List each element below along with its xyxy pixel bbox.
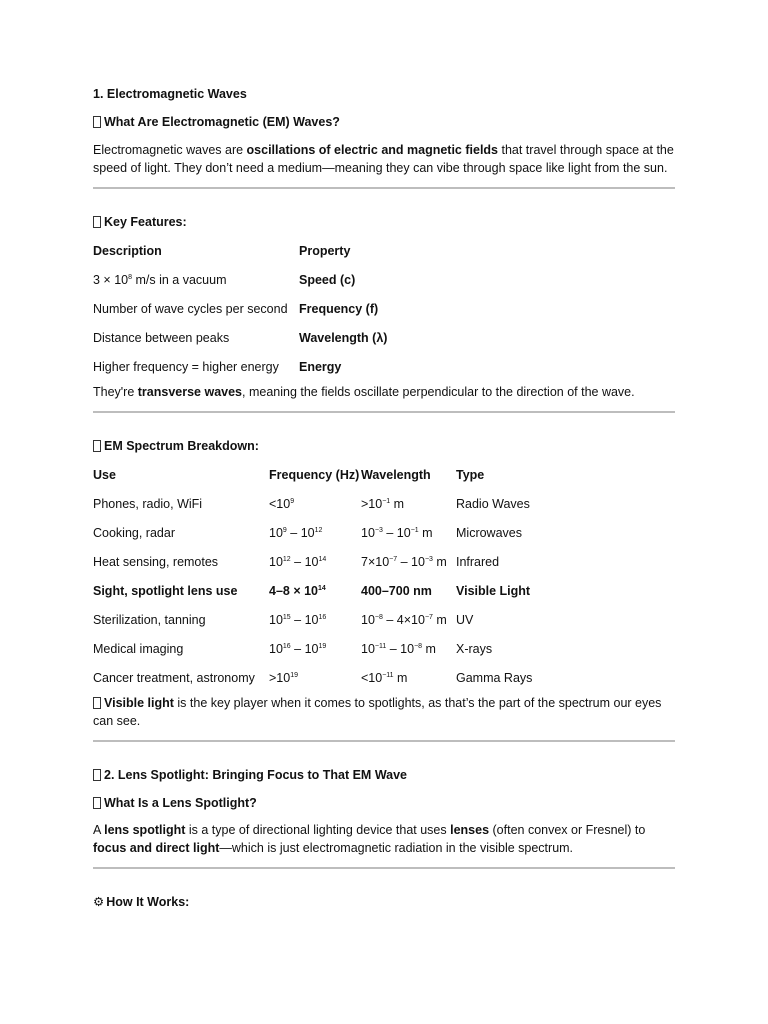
key-features-heading: Key Features: [93, 212, 675, 232]
table-cell: Higher frequency = higher energy [93, 359, 279, 374]
table-cell: Gamma Rays [456, 670, 533, 685]
table-row [93, 352, 387, 381]
table-cell: $3 \times 10^8$ m/s in a vacuum [93, 272, 227, 287]
em-waves-intro-paragraph: Electromagnetic waves are oscillations of electric and magnetic fields that travel through space at the speed of light. They don’t need a medium—meaning they can vibe through space like light from the sun. [93, 143, 674, 175]
table-header-cell: Type [456, 467, 485, 482]
table-cell: $4-8 \times 10^{14}$ [269, 583, 326, 598]
missing-glyph-icon [93, 769, 101, 781]
table-cell: $<10^9$ [269, 496, 295, 511]
table-row [93, 265, 387, 294]
table-cell: Frequency (f) [299, 301, 379, 316]
table-cell: Cancer treatment, astronomy [93, 670, 255, 685]
table-cell: $<10^{-11}$ m [361, 670, 408, 685]
table-row [93, 489, 532, 518]
table-cell: $7\times 10^{-7} - 10^{-3}$ m [361, 554, 447, 569]
table-cell: 400–700 nm [361, 583, 432, 598]
table-cell: $10^{-8} - 4\times 10^{-7}$ m [361, 612, 447, 627]
table-header-cell: Frequency (Hz) [269, 467, 360, 482]
table-cell: $10^{15} - 10^{16}$ [269, 612, 327, 627]
table-cell: $10^{16} - 10^{19}$ [269, 641, 327, 656]
table-row [93, 323, 387, 352]
lens-spotlight-intro-paragraph: A lens spotlight is a type of directional lighting device that uses lenses (often convex or Fresnel) to focus and direct light—which is just electromagnetic radiation in the visible spectrum. [93, 823, 646, 855]
table-cell: UV [456, 612, 474, 627]
transverse-waves-paragraph: They're transverse waves, meaning the fields oscillate perpendicular to the direction of the wave. [93, 385, 635, 399]
table-row [93, 576, 532, 605]
table-cell: Visible Light [456, 583, 531, 598]
table-header-row [93, 236, 387, 265]
table-row [93, 634, 532, 663]
table-header-row [93, 460, 532, 489]
table-cell: Cooking, radar [93, 525, 175, 540]
missing-glyph-icon [93, 797, 101, 809]
table-cell: Sight, spotlight lens use [93, 583, 238, 598]
table-cell: Distance between peaks [93, 330, 230, 345]
table-cell: $10^{-3} - 10^{-1}$ m [361, 525, 433, 540]
table-header-cell: Property [299, 243, 351, 258]
visible-light-note: Visible light is the key player when it comes to spotlights, as that’s the part of the spectrum our eyes can see. [93, 696, 662, 728]
table-cell: $10^{12} - 10^{14}$ [269, 554, 327, 569]
em-spectrum-table [93, 460, 532, 692]
table-header-cell: Use [93, 467, 116, 482]
key-features-table [93, 236, 387, 381]
table-row [93, 294, 387, 323]
table-cell: Sterilization, tanning [93, 612, 206, 627]
table-cell: Phones, radio, WiFi [93, 496, 203, 511]
missing-glyph-icon [93, 116, 101, 128]
table-cell: Radio Waves [456, 496, 530, 511]
table-header-cell: Wavelength [361, 467, 431, 482]
table-cell: Infrared [456, 554, 500, 569]
table-cell: $>10^{19}$ [269, 670, 299, 685]
what-are-em-waves-heading: What Are Electromagnetic (EM) Waves? [93, 112, 675, 132]
document-page [93, 84, 675, 912]
what-is-lens-spotlight-heading: What Is a Lens Spotlight? [93, 793, 675, 813]
gear-icon: ⚙ [93, 895, 105, 909]
missing-glyph-icon [93, 697, 101, 709]
table-cell: Medical imaging [93, 641, 184, 656]
table-cell: Wavelength (λ) [299, 330, 388, 345]
spectrum-table-body [93, 489, 532, 692]
how-it-works-heading: ⚙ How It Works: [93, 895, 190, 909]
table-row [93, 605, 532, 634]
table-cell: Number of wave cycles per second [93, 301, 288, 316]
table-row [93, 518, 532, 547]
table-row [93, 547, 532, 576]
table-cell: Speed (c) [299, 272, 356, 287]
em-spectrum-heading: EM Spectrum Breakdown: [93, 436, 675, 456]
table-cell: $10^{-11} - 10^{-8}$ m [361, 641, 436, 656]
table-row [93, 663, 532, 692]
table-cell: Heat sensing, remotes [93, 554, 219, 569]
section-1-title: 1. Electromagnetic Waves [93, 87, 247, 101]
table-cell: Energy [299, 359, 342, 374]
missing-glyph-icon [93, 440, 101, 452]
table-cell: $>10^{-1}$ m [361, 496, 405, 511]
section-2-title: 2. Lens Spotlight: Bringing Focus to That EM Wave [93, 765, 675, 785]
table-cell: X-rays [456, 641, 493, 656]
table-cell: $10^9 - 10^{12}$ [269, 525, 323, 540]
missing-glyph-icon [93, 216, 101, 228]
table-header-cell: Description [93, 243, 162, 258]
table-cell: Microwaves [456, 525, 522, 540]
